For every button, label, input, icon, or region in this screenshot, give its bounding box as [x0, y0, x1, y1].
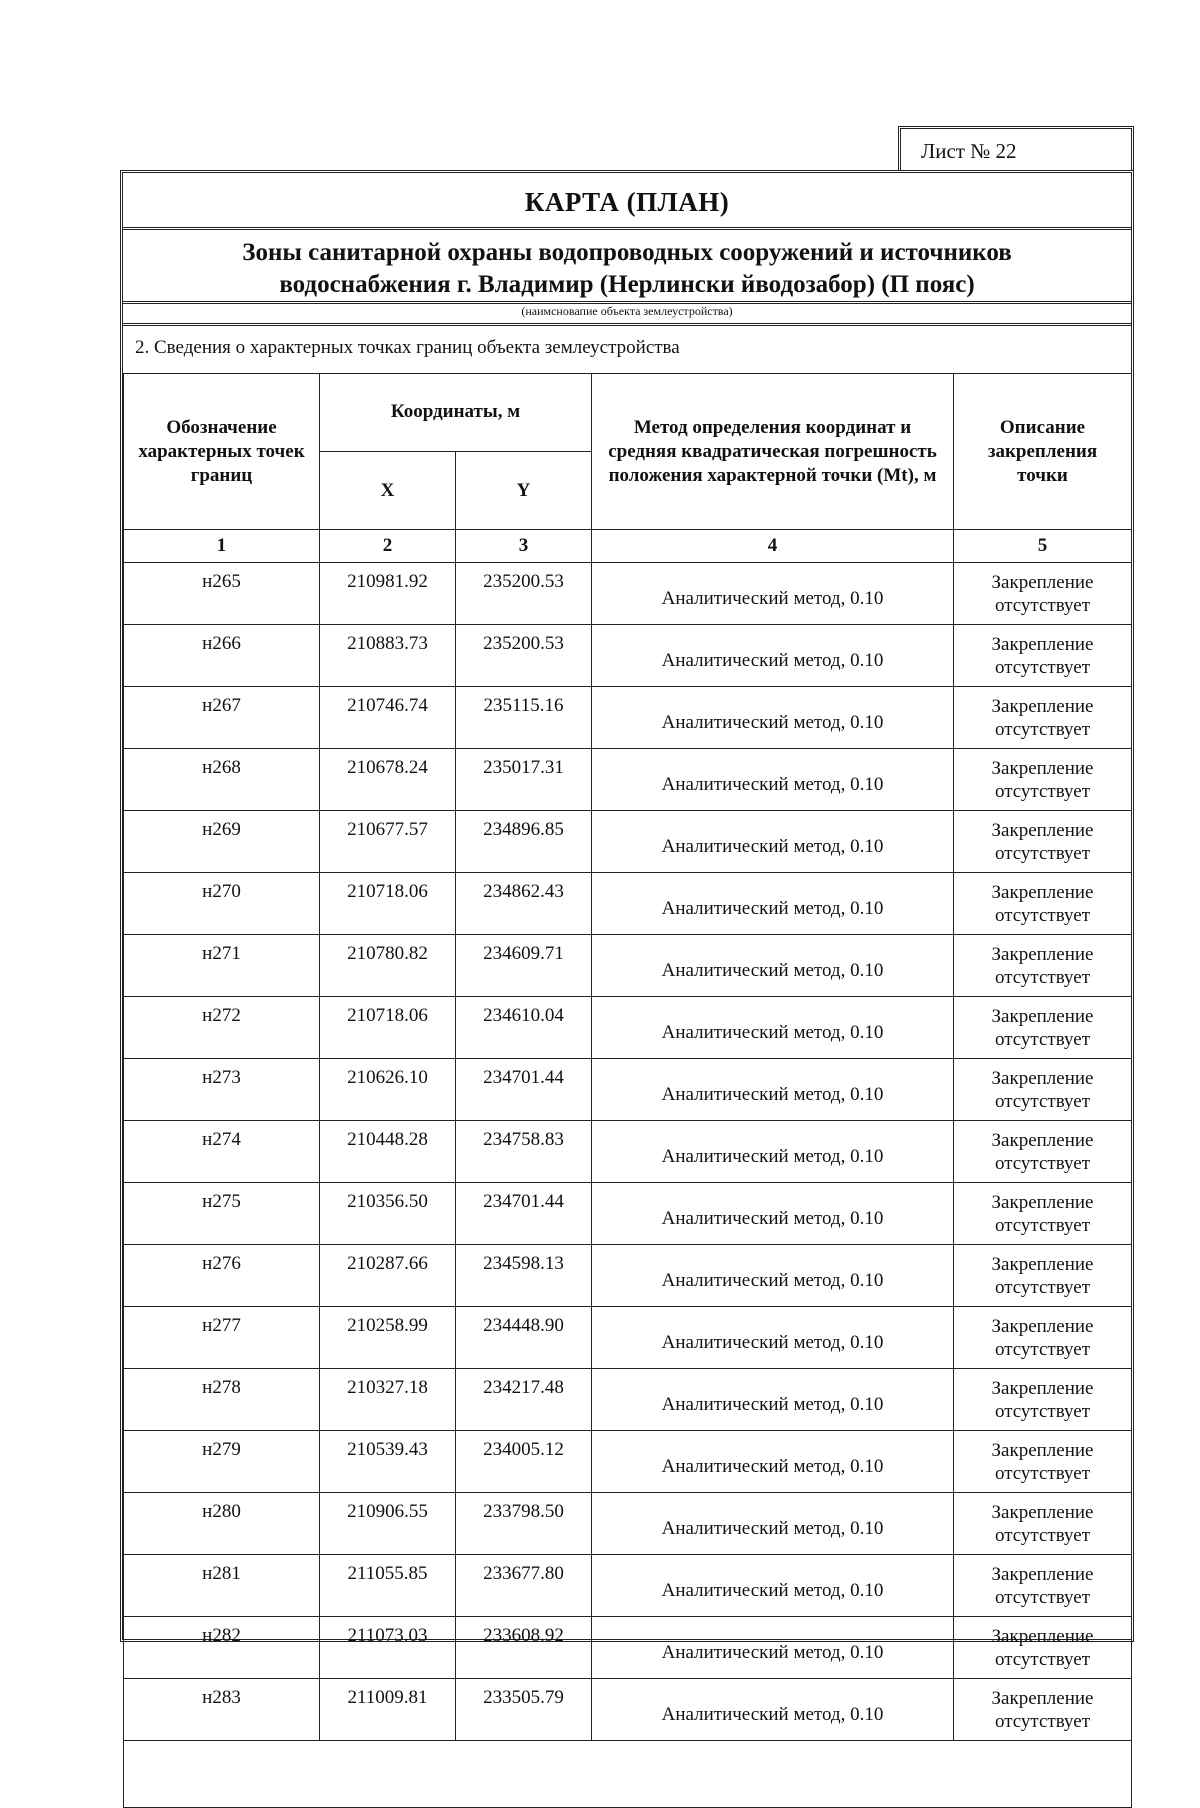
coord-y: 234598.13 — [456, 1245, 592, 1307]
fixation-line2: отсутствует — [994, 1710, 1091, 1732]
fixation-line2: отсутствует — [994, 656, 1091, 678]
header-coords: Координаты, м — [320, 374, 592, 452]
fixation-line1: Закрепление — [991, 1067, 1094, 1089]
method: Аналитический метод, 0.10 — [592, 1493, 954, 1555]
fixation-line1: Закрепление — [991, 1687, 1094, 1709]
table-row — [124, 563, 1132, 625]
coord-y: 234701.44 — [456, 1183, 592, 1245]
header-desc: Описание закрепления точки — [954, 374, 1132, 530]
table-row — [124, 935, 1132, 997]
fixation-desc — [954, 1369, 1132, 1431]
coord-x: 210626.10 — [320, 1059, 456, 1121]
table-row — [124, 1183, 1132, 1245]
table-row — [124, 1307, 1132, 1369]
coord-y: 233505.79 — [456, 1679, 592, 1741]
coord-x: 210678.24 — [320, 749, 456, 811]
fixation-line2: отсутствует — [994, 1152, 1091, 1174]
coord-x: 210327.18 — [320, 1369, 456, 1431]
fixation-desc — [954, 1245, 1132, 1307]
table-row — [124, 873, 1132, 935]
coord-y: 234005.12 — [456, 1431, 592, 1493]
point-id: н280 — [124, 1493, 320, 1555]
fixation-line1: Закрепление — [991, 633, 1094, 655]
coord-y: 234758.83 — [456, 1121, 592, 1183]
point-id: н283 — [124, 1679, 320, 1741]
fixation-line1: Закрепление — [991, 1191, 1094, 1213]
section-title: 2. Сведения о характерных точках границ объекта землеустройства — [135, 337, 680, 358]
coord-x: 210883.73 — [320, 625, 456, 687]
method: Аналитический метод, 0.10 — [592, 563, 954, 625]
table-row — [124, 687, 1132, 749]
fixation-line1: Закрепление — [991, 1501, 1094, 1523]
object-name-line2: водоснабжения г. Владимир (Нерлински йводозабор) (П пояс) — [279, 271, 975, 298]
table-row — [124, 1369, 1132, 1431]
coord-y: 235115.16 — [456, 687, 592, 749]
table-row — [124, 749, 1132, 811]
fixation-line2: отсутствует — [994, 1524, 1091, 1546]
column-number: 2 — [320, 530, 456, 563]
fixation-desc — [954, 1555, 1132, 1617]
point-id: н277 — [124, 1307, 320, 1369]
page-title: КАРТА (ПЛАН) — [524, 187, 730, 217]
fixation-desc — [954, 749, 1132, 811]
empty-cell — [124, 1741, 1132, 1808]
table-row — [124, 1431, 1132, 1493]
fixation-line1: Закрепление — [991, 695, 1094, 717]
column-number: 3 — [456, 530, 592, 563]
fixation-line2: отсутствует — [994, 1214, 1091, 1236]
point-id: н278 — [124, 1369, 320, 1431]
table-row — [124, 1121, 1132, 1183]
fixation-line1: Закрепление — [991, 1315, 1094, 1337]
fixation-desc — [954, 563, 1132, 625]
coord-y: 234896.85 — [456, 811, 592, 873]
coord-x: 210258.99 — [320, 1307, 456, 1369]
point-id: н271 — [124, 935, 320, 997]
method: Аналитический метод, 0.10 — [592, 873, 954, 935]
coord-x: 210677.57 — [320, 811, 456, 873]
column-number: 5 — [954, 530, 1132, 563]
method: Аналитический метод, 0.10 — [592, 997, 954, 1059]
method: Аналитический метод, 0.10 — [592, 1431, 954, 1493]
point-id: н269 — [124, 811, 320, 873]
fixation-line2: отсутствует — [994, 1400, 1091, 1422]
method: Аналитический метод, 0.10 — [592, 625, 954, 687]
method: Аналитический метод, 0.10 — [592, 1617, 954, 1679]
coord-y: 233677.80 — [456, 1555, 592, 1617]
fixation-line1: Закрепление — [991, 1253, 1094, 1275]
sheet-number — [898, 126, 1134, 170]
fixation-desc — [954, 1307, 1132, 1369]
coord-x: 210539.43 — [320, 1431, 456, 1493]
method: Аналитический метод, 0.10 — [592, 1307, 954, 1369]
table-row — [124, 1245, 1132, 1307]
fixation-line2: отсутствует — [994, 966, 1091, 988]
method: Аналитический метод, 0.10 — [592, 1121, 954, 1183]
divider — [123, 323, 1131, 326]
method: Аналитический метод, 0.10 — [592, 1245, 954, 1307]
table-row — [124, 1493, 1132, 1555]
point-id: н274 — [124, 1121, 320, 1183]
header-method: Метод определения координат и средняя квадратическая погрешность положения характерной точки (Mt), м — [592, 374, 954, 530]
fixation-desc — [954, 873, 1132, 935]
coord-x: 210746.74 — [320, 687, 456, 749]
method: Аналитический метод, 0.10 — [592, 1183, 954, 1245]
table-row — [124, 1679, 1132, 1741]
fixation-line1: Закрепление — [991, 757, 1094, 779]
point-id: н273 — [124, 1059, 320, 1121]
point-id: н281 — [124, 1555, 320, 1617]
column-number: 4 — [592, 530, 954, 563]
coord-y: 233798.50 — [456, 1493, 592, 1555]
fixation-desc — [954, 997, 1132, 1059]
fixation-line2: отсутствует — [994, 1462, 1091, 1484]
fixation-line2: отсутствует — [994, 594, 1091, 616]
fixation-line1: Закрепление — [991, 1625, 1094, 1647]
fixation-desc — [954, 1679, 1132, 1741]
sheet-number-label: Лист № 22 — [921, 139, 1017, 163]
fixation-desc — [954, 1493, 1132, 1555]
fixation-line2: отсутствует — [994, 842, 1091, 864]
coord-y: 235017.31 — [456, 749, 592, 811]
coord-x: 210448.28 — [320, 1121, 456, 1183]
fixation-line1: Закрепление — [991, 819, 1094, 841]
method: Аналитический метод, 0.10 — [592, 1369, 954, 1431]
method: Аналитический метод, 0.10 — [592, 1555, 954, 1617]
coord-y: 235200.53 — [456, 625, 592, 687]
fixation-desc — [954, 1121, 1132, 1183]
point-id: н265 — [124, 563, 320, 625]
fixation-line2: отсутствует — [994, 1276, 1091, 1298]
fixation-line2: отсутствует — [994, 1028, 1091, 1050]
fixation-line1: Закрепление — [991, 571, 1094, 593]
fixation-line2: отсутствует — [994, 1586, 1091, 1608]
fixation-line2: отсутствует — [994, 1090, 1091, 1112]
coord-x: 210718.06 — [320, 997, 456, 1059]
method: Аналитический метод, 0.10 — [592, 687, 954, 749]
point-id: н272 — [124, 997, 320, 1059]
point-id: н279 — [124, 1431, 320, 1493]
point-id: н267 — [124, 687, 320, 749]
point-id: н270 — [124, 873, 320, 935]
fixation-desc — [954, 1617, 1132, 1679]
coord-y: 234609.71 — [456, 935, 592, 997]
point-id: н282 — [124, 1617, 320, 1679]
point-id: н276 — [124, 1245, 320, 1307]
header-point: Обозначение характерных точек границ — [124, 374, 320, 530]
fixation-line2: отсутствует — [994, 904, 1091, 926]
method: Аналитический метод, 0.10 — [592, 749, 954, 811]
point-id: н268 — [124, 749, 320, 811]
table-footer-space — [124, 1741, 1132, 1808]
coord-y: 234862.43 — [456, 873, 592, 935]
fixation-line1: Закрепление — [991, 943, 1094, 965]
column-numbers-row — [124, 530, 1132, 563]
table-row — [124, 1059, 1132, 1121]
fixation-desc — [954, 1059, 1132, 1121]
fixation-line1: Закрепление — [991, 1563, 1094, 1585]
coord-y: 235200.53 — [456, 563, 592, 625]
fixation-desc — [954, 625, 1132, 687]
table-row — [124, 1555, 1132, 1617]
object-name — [123, 237, 1131, 301]
coord-x: 210718.06 — [320, 873, 456, 935]
points-table — [123, 373, 1132, 1808]
coord-y: 234701.44 — [456, 1059, 592, 1121]
coord-y: 234610.04 — [456, 997, 592, 1059]
fixation-desc — [954, 1183, 1132, 1245]
object-name-line1: Зоны санитарной охраны водопроводных сооружений и источников — [242, 239, 1012, 266]
fixation-line2: отсутствует — [994, 1648, 1091, 1670]
coord-x: 211073.03 — [320, 1617, 456, 1679]
fixation-line1: Закрепление — [991, 1129, 1094, 1151]
method: Аналитический метод, 0.10 — [592, 935, 954, 997]
coord-x: 211009.81 — [320, 1679, 456, 1741]
fixation-line2: отсутствует — [994, 1338, 1091, 1360]
column-number: 1 — [124, 530, 320, 563]
coord-x: 210287.66 — [320, 1245, 456, 1307]
document-frame — [120, 170, 1134, 1732]
fixation-line1: Закрепление — [991, 1005, 1094, 1027]
fixation-line1: Закрепление — [991, 881, 1094, 903]
fixation-line1: Закрепление — [991, 1439, 1094, 1461]
coord-y: 234448.90 — [456, 1307, 592, 1369]
divider — [123, 227, 1131, 230]
table-row — [124, 997, 1132, 1059]
coord-x: 210356.50 — [320, 1183, 456, 1245]
fixation-desc — [954, 811, 1132, 873]
header-y: Y — [456, 452, 592, 530]
fixation-line2: отсутствует — [994, 718, 1091, 740]
coord-x: 210981.92 — [320, 563, 456, 625]
fixation-desc — [954, 935, 1132, 997]
fixation-desc — [954, 687, 1132, 749]
fixation-desc — [954, 1431, 1132, 1493]
method: Аналитический метод, 0.10 — [592, 1059, 954, 1121]
method: Аналитический метод, 0.10 — [592, 1679, 954, 1741]
coord-x: 211055.85 — [320, 1555, 456, 1617]
table-row — [124, 811, 1132, 873]
table-row — [124, 625, 1132, 687]
coord-x: 210780.82 — [320, 935, 456, 997]
coord-y: 234217.48 — [456, 1369, 592, 1431]
header-x: X — [320, 452, 456, 530]
point-id: н266 — [124, 625, 320, 687]
fixation-line1: Закрепление — [991, 1377, 1094, 1399]
table-row — [124, 1617, 1132, 1679]
object-caption: (наимсновапие объекта землеустройства) — [521, 304, 733, 318]
method: Аналитический метод, 0.10 — [592, 811, 954, 873]
coord-x: 210906.55 — [320, 1493, 456, 1555]
coord-y: 233608.92 — [456, 1617, 592, 1679]
point-id: н275 — [124, 1183, 320, 1245]
fixation-line2: отсутствует — [994, 780, 1091, 802]
